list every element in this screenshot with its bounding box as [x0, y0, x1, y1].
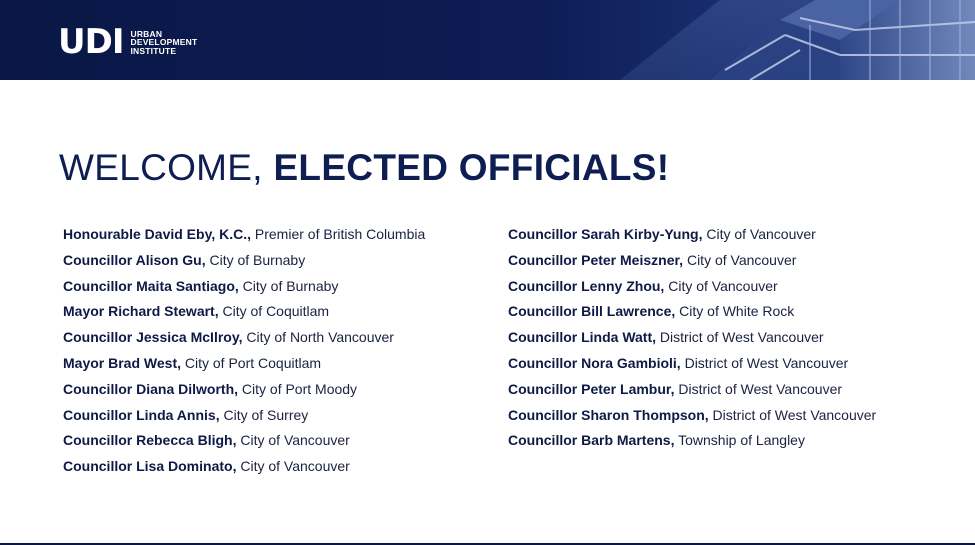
official-role: City of Vancouver [702, 226, 816, 242]
official-name: Councillor Bill Lawrence, [508, 303, 676, 320]
official-entry [508, 299, 876, 325]
official-role: City of Vancouver [236, 458, 350, 475]
official-role: City of Burnaby [205, 251, 306, 268]
official-entry [63, 403, 425, 429]
official-role: City of Vancouver [683, 251, 797, 268]
official-name: Councillor Sarah Kirby-Yung, [508, 226, 703, 242]
official-name: Mayor Richard Stewart, [63, 303, 219, 320]
logo-line-3: INSTITUTE [130, 45, 177, 56]
title-emphasis: ELECTED OFFICIALS! [273, 147, 670, 188]
official-role: District of West Vancouver [656, 329, 824, 346]
official-name: Mayor Brad West, [63, 354, 181, 371]
official-name: Councillor Nora Gambioli, [508, 354, 681, 371]
official-name: Councillor Alison Gu, [63, 251, 206, 268]
official-entry [63, 428, 425, 454]
official-name: Councillor Maita Santiago, [63, 277, 239, 294]
official-role: Township of Langley [674, 432, 805, 449]
official-role: City of Port Moody [238, 380, 358, 397]
title-prefix: WELCOME, [59, 147, 274, 188]
official-name: Councillor Linda Watt, [508, 329, 657, 346]
official-name: Councillor Jessica McIlroy, [63, 329, 243, 346]
logo-mark: UDI [58, 22, 124, 62]
official-entry [63, 325, 425, 351]
official-entry [63, 454, 425, 480]
official-entry [63, 377, 425, 403]
official-entry [508, 351, 876, 377]
official-entry [508, 377, 876, 403]
official-entry [63, 351, 425, 377]
page-title [59, 146, 669, 190]
official-role: City of Coquitlam [218, 303, 330, 320]
official-role: Premier of British Columbia [251, 226, 426, 242]
official-role: City of Vancouver [664, 277, 778, 294]
official-name: Councillor Sharon Thompson, [508, 406, 709, 423]
official-role: District of West Vancouver [680, 354, 849, 371]
building-graphic [600, 0, 975, 80]
official-role: City of Port Coquitlam [181, 354, 322, 371]
official-name: Councillor Peter Meiszner, [508, 251, 684, 268]
logo-wordmark [130, 30, 197, 56]
official-entry [508, 274, 876, 300]
official-entry [63, 274, 425, 300]
official-role: City of Burnaby [238, 277, 339, 294]
officials-column-right [508, 222, 876, 454]
official-role: City of Surrey [219, 406, 309, 423]
official-entry [63, 248, 425, 274]
header-banner [0, 0, 975, 80]
official-name: Councillor Rebecca Bligh, [63, 432, 237, 449]
official-entry [508, 428, 876, 454]
official-entry [63, 299, 425, 325]
official-role: City of Vancouver [236, 432, 350, 449]
logo-line-1: URBAN [130, 28, 163, 39]
official-role: City of White Rock [675, 303, 795, 320]
official-entry [508, 248, 876, 274]
official-name: Councillor Barb Martens, [508, 432, 675, 449]
official-name: Councillor Lenny Zhou, [508, 277, 665, 294]
official-name: Councillor Linda Annis, [63, 406, 220, 423]
official-role: City of North Vancouver [242, 329, 394, 346]
udi-logo [58, 22, 198, 62]
official-entry [508, 403, 876, 429]
official-role: District of West Vancouver [708, 406, 877, 423]
official-name: Councillor Peter Lambur, [508, 380, 675, 397]
official-name: Honourable David Eby, K.C., [63, 226, 251, 242]
official-name: Councillor Diana Dilworth, [63, 380, 239, 397]
officials-column-left [63, 222, 425, 480]
logo-line-2: DEVELOPMENT [130, 37, 198, 48]
official-entry [63, 222, 425, 248]
official-name: Councillor Lisa Dominato, [63, 458, 237, 475]
official-entry [508, 325, 876, 351]
official-role: District of West Vancouver [674, 380, 843, 397]
official-entry [508, 222, 876, 248]
